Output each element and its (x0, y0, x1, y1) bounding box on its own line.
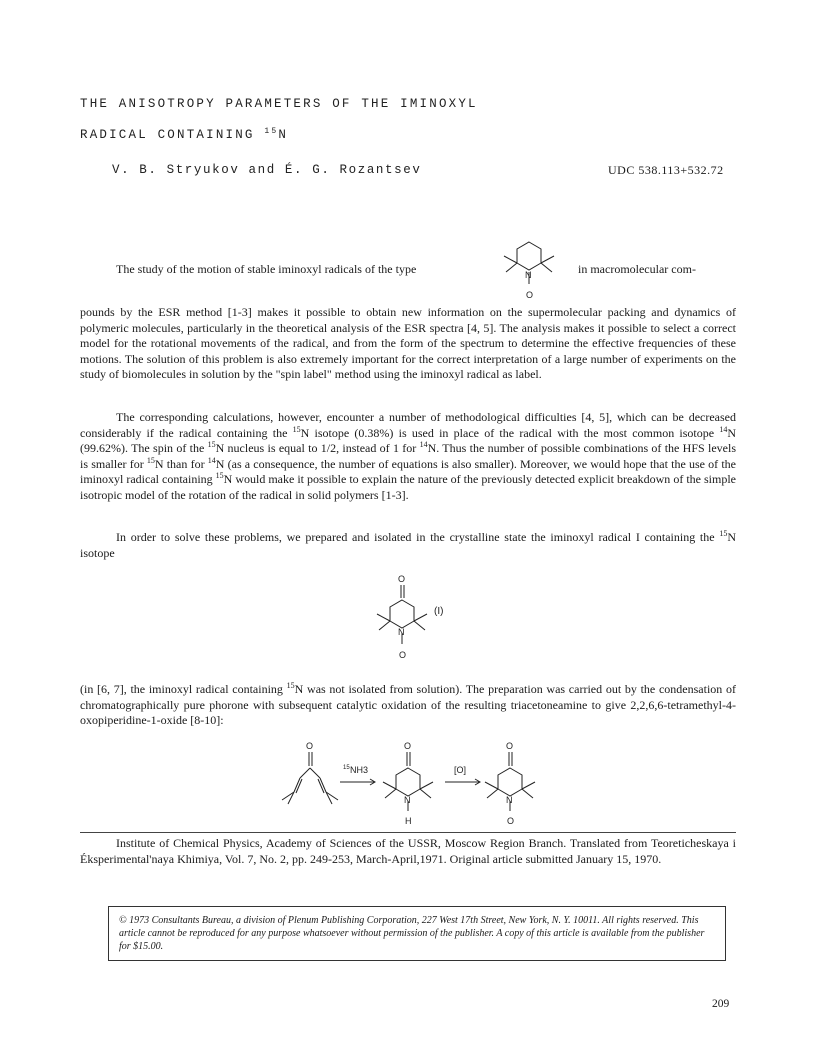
article-title-line1: THE ANISOTROPY PARAMETERS OF THE IMINOXYL (80, 97, 478, 111)
compound-label: (I) (434, 606, 444, 617)
product-oxyl-label: O (507, 816, 515, 826)
phorone-o-label: O (306, 741, 314, 751)
title-text-end: N (278, 128, 289, 142)
iminoxyl-structure-inline (498, 232, 568, 302)
reagent-superscript: 15 (343, 765, 350, 771)
footnote-divider (80, 832, 736, 833)
amine-n-label: N (404, 795, 411, 805)
page-number: 209 (712, 998, 730, 1010)
paragraph-1: pounds by the ESR method [1-3] makes it possible to obtain new information on the supermolecular packing and dynamics of polymeric molecules, particularly in the theoretical analysis of the ESR spectra [4, 5]. The analysis makes it possible to select a correct model for the rotational movements of the radical, and from the form of the spectrum to determine the effective frequencies of these motions. The solution of this problem is also extremely important for the correct interpretation of a large number of experiments on the study of biomolecules in solution by the "spin label" method using the iminoxyl radical as label. (80, 305, 736, 382)
compound-i-structure (372, 570, 472, 665)
reaction-scheme (280, 738, 560, 828)
reagent-ammonia: NH3 (350, 765, 369, 775)
footnote: Institute of Chemical Physics, Academy of Sciences of the USSR, Moscow Region Branch. Translated from Teoreticheskaya i Éksperimental'naya Khimiya, Vol. 7, No. 2, pp. 249-253, March-April,1971. Original article submitted January 15, 1970. (80, 836, 736, 866)
paragraph-2: The corresponding calculations, however, encounter a number of methodological difficulties [4, 5], which can be decreased considerably if the radical containing the $^{15}$N isotope (0.38%) is used in place of the radical with the most common isotope $^{14}$N (99.62%). The spin of the $^{15}$N nucleus is equal to 1/2, instead of 1 for $^{14}$N. Thus the number of possible combinations of the HFS levels is smaller for $^{15}$N than for $^{14}$N (as a consequence, the number of equations is also smaller). Moreover, we would hope that the use of the iminoxyl radical containing $^{15}$N would make it possible to explain the nature of the previously detected explicit breakdown of the simple isotropic model of the rotation of the radical in solid polymers [1-3]. (80, 410, 736, 502)
atom-n-label: N (525, 270, 532, 280)
oxyl-o-label: O (399, 650, 407, 660)
amine-o-label: O (404, 741, 412, 751)
article-title-line2 (80, 128, 288, 142)
product-n-label: N (506, 795, 513, 805)
reagent-oxidation: [O] (454, 765, 467, 775)
paragraph-1-lead: The study of the motion of stable iminoxyl radicals of the type (116, 262, 417, 276)
title-text: RADICAL CONTAINING (80, 128, 265, 142)
paragraph-3: In order to solve these problems, we prepared and isolated in the crystalline state the iminoxyl radical I containing the $^{15}$N isotope (80, 529, 736, 560)
udc-code: UDC 538.113+532.72 (608, 163, 724, 177)
paragraph-4: (in [6, 7], the iminoxyl radical containing $^{15}$N was not isolated from solution). The preparation was carried out by the condensation of chromatographically pure phorone with subsequent catalytic oxidation of the resulting triacetoneamine to give 2,2,6,6-tetramethyl-4-oxopiperidine-1-oxide [8-10]: (80, 681, 736, 728)
title-superscript: 15 (264, 126, 279, 136)
carbonyl-o-label: O (398, 574, 406, 584)
paragraph-1-tail: in macromolecular com- (578, 262, 696, 276)
atom-o-label: O (526, 290, 534, 300)
authors: V. B. Stryukov and É. G. Rozantsev (112, 163, 422, 177)
amine-h-label: H (405, 816, 412, 826)
copyright-notice: © 1973 Consultants Bureau, a division of Plenum Publishing Corporation, 227 West 17th Street, New York, N. Y. 10011. All rights reserved. This article cannot be reproduced for any purpose whatsoever without permission of the publisher. A copy of this article is available from the publisher for $15.00. (108, 906, 726, 961)
nitrogen-label: N (398, 627, 405, 637)
product-o-label: O (506, 741, 514, 751)
